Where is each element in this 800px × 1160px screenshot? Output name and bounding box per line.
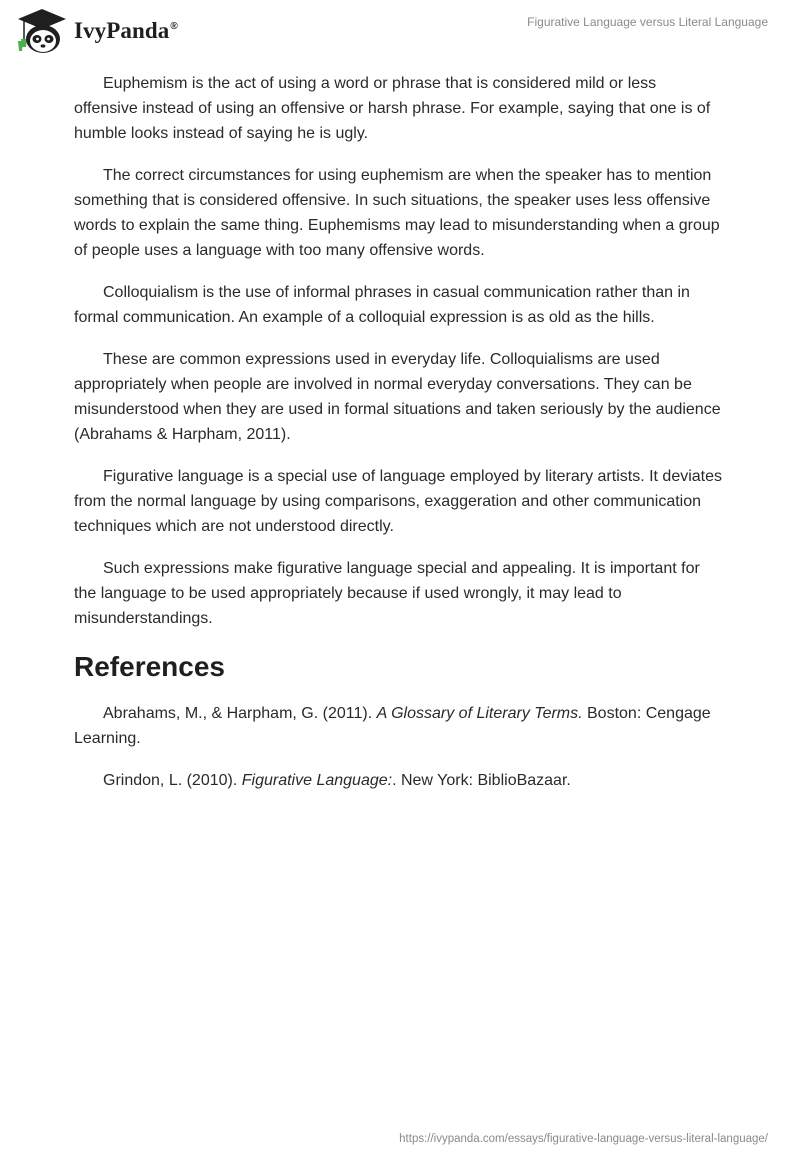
reference-publisher: Boston: Cengage Learning. [74,705,711,747]
reference-item [74,768,724,793]
reference-title: A Glossary of Literary Terms. [376,705,583,722]
registered-mark: ® [170,21,178,33]
ivypanda-logo[interactable] [16,7,178,55]
source-url[interactable]: https://ivypanda.com/essays/figurative-language-versus-literal-language/ [399,1133,768,1145]
reference-title: Figurative Language: [241,772,393,789]
page-header [0,0,800,60]
reference-authors: Abrahams, M., & Harpham, G. (2011). [103,705,377,722]
essay-content [74,71,724,810]
panda-graduate-icon [16,7,68,55]
body-paragraph: Such expressions make figurative language special and appealing. It is important for the language to be used appropriately because if used wrongly, it may lead to misunderstandings. [74,560,700,627]
body-paragraph: These are common expressions used in everyday life. Colloquialisms are used appropriately when people are involved in normal everyday conversations. They can be misunderstood when they are used in formal situations and taken seriously by the audience (Abrahams & Harpham, 2011). [74,351,721,443]
body-paragraph: The correct circumstances for using euphemism are when the speaker has to mention something that is considered offensive. In such situations, the speaker uses less offensive words to explain the same thing. Euphemisms may lead to misunderstanding when a group of people uses a language with too many offensive words. [74,167,720,259]
reference-item [74,701,724,751]
references-heading: References [74,651,225,682]
body-paragraph: Euphemism is the act of using a word or phrase that is considered mild or less offensive instead of using an offensive or harsh phrase. For example, saying that one is of humble looks instead of saying he is ugly. [74,75,711,142]
body-paragraph: Figurative language is a special use of language employed by literary artists. It deviates from the normal language by using comparisons, exaggeration and other communication techniques which are not understood directly. [74,468,723,535]
document-title: Figurative Language versus Literal Language [527,15,768,29]
body-paragraph: Colloquialism is the use of informal phrases in casual communication rather than in formal communication. An example of a colloquial expression is as old as the hills. [74,284,690,326]
logo-wordmark: IvyPanda® [74,18,178,43]
reference-authors: Grindon, L. (2010). [103,772,242,789]
reference-publisher: . New York: BiblioBazaar. [392,772,571,789]
